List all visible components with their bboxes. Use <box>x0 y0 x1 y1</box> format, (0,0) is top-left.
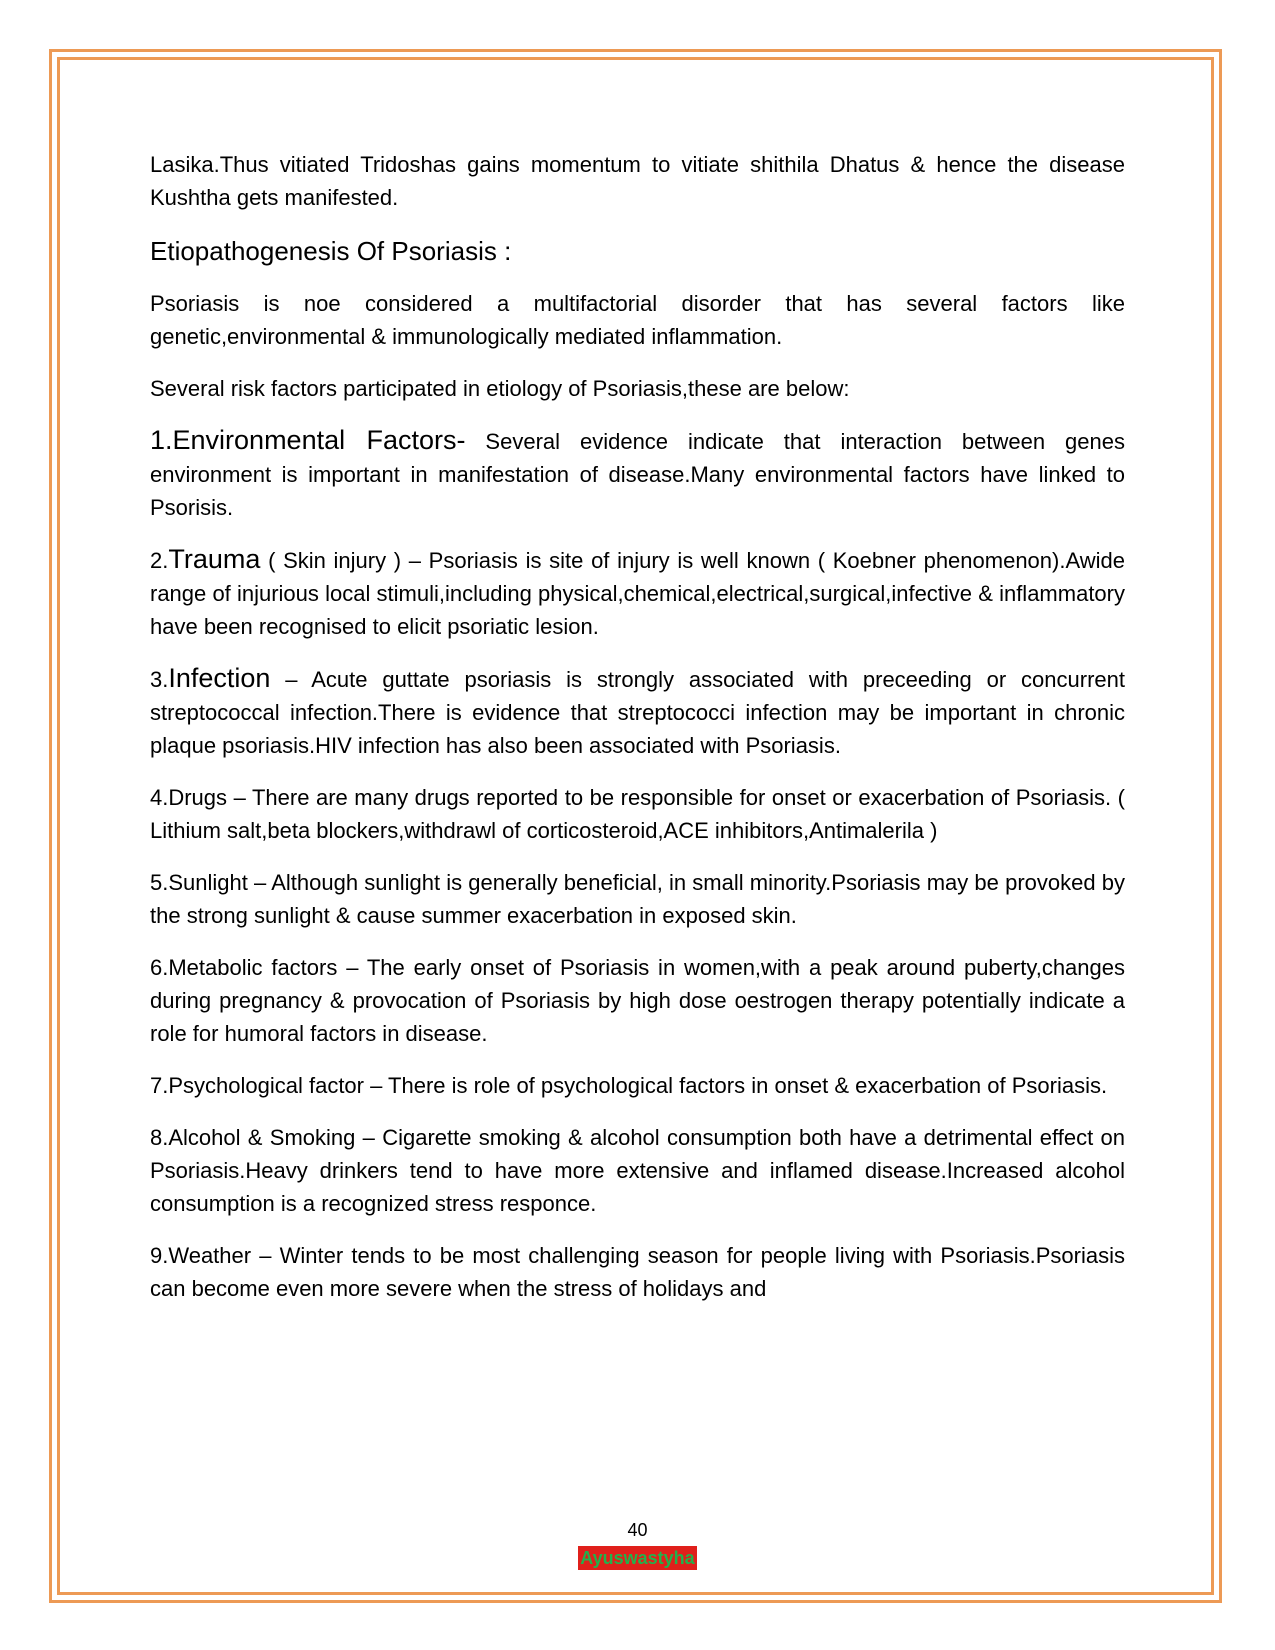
list-item-alcohol-smoking: 8.Alcohol & Smoking – Cigarette smoking & alcohol consumption both have a detrimental effect on Psoriasis.Heavy drinkers tend to have more extensive and inflamed disease.Increased alcohol consumption is a recognized stress responce. <box>150 1125 1125 1216</box>
list-item-infection <box>150 662 1125 762</box>
paragraph-definition: Psoriasis is noe considered a multifactorial disorder that has several factors like genetic,environmental & immunologically mediated inflammation. <box>150 291 1125 349</box>
list-item-sunlight: 5.Sunlight – Although sunlight is generally beneficial, in small minority.Psoriasis may be provoked by the strong sunlight & cause summer exacerbation in exposed skin. <box>150 870 1125 928</box>
item-text-trauma: ( Skin injury ) – Psoriasis is site of injury is well known ( Koebner phenomenon).Awide range of injurious local stimuli,including physical,chemical,electrical,surgical,infective & inflammatory have been recognised to elicit psoriatic lesion. <box>150 548 1125 639</box>
item-text-infection: – Acute guttate psoriasis is strongly associated with preceeding or concurrent streptococcal infection.There is evidence that streptococci infection may be important in chronic plaque psoriasis.HIV infection has also been associated with Psoriasis. <box>150 667 1125 758</box>
paragraph-risk-factors-intro: Several risk factors participated in etiology of Psoriasis,these are below: <box>150 376 850 401</box>
item-title-infection: Infection <box>168 663 271 693</box>
list-item-metabolic: 6.Metabolic factors – The early onset of Psoriasis in women,with a peak around puberty,changes during pregnancy & provocation of Psoriasis by high dose oestrogen therapy potentially indicate a role for humoral factors in disease. <box>150 955 1125 1046</box>
list-item-drugs: 4.Drugs – There are many drugs reported to be responsible for onset or exacerbation of Psoriasis. ( Lithium salt,beta blockers,withdrawl of corticosteroid,ACE inhibitors,Antimalerila ) <box>150 785 1125 843</box>
item-text-environmental: Several evidence indicate that interaction between genes environment is important in manifestation of disease.Many environmental factors have linked to Psorisis. <box>150 429 1125 520</box>
footer-brand-container <box>0 1546 1275 1570</box>
intro-paragraph: Lasika.Thus vitiated Tridoshas gains momentum to vitiate shithila Dhatus & hence the disease Kushtha gets manifested. <box>150 152 1125 210</box>
item-title-trauma: Trauma <box>168 544 261 574</box>
page-number: 40 <box>627 1520 648 1540</box>
item-title-environmental: 1.Environmental Factors- <box>150 425 466 455</box>
list-item-environmental <box>150 424 1125 524</box>
page-content <box>150 148 1125 1324</box>
list-item-psychological: 7.Psychological factor – There is role of psychological factors in onset & exacerbation of Psoriasis. <box>150 1073 1108 1098</box>
item-number-infection: 3. <box>150 667 169 692</box>
list-item-trauma <box>150 543 1125 643</box>
section-heading: Etiopathogenesis Of Psoriasis : <box>150 236 512 266</box>
footer-brand-logo: Ayuswastyha <box>580 1548 695 1568</box>
list-item-weather: 9.Weather – Winter tends to be most challenging season for people living with Psoriasis.Psoriasis can become even more severe when the stress of holidays and <box>150 1243 1125 1301</box>
item-number-trauma: 2. <box>150 548 169 573</box>
